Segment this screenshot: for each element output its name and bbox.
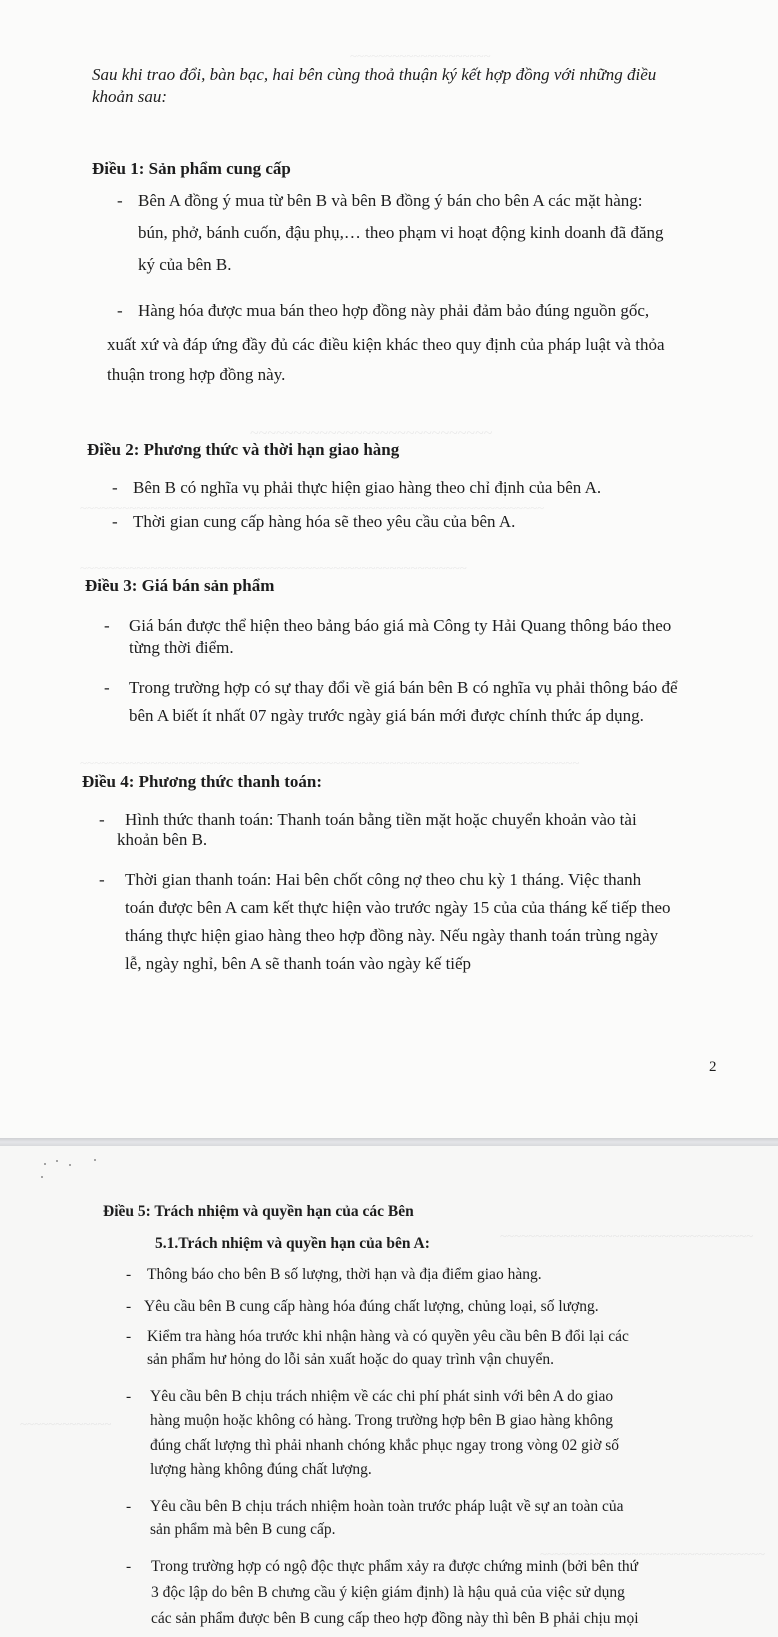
article-4-item-2: tháng thực hiện giao hàng theo hợp đồng này. Nếu ngày thanh toán trùng ngày (125, 926, 659, 945)
bullet-dash: - (117, 191, 123, 210)
article-4-item-2: lễ, ngày nghỉ, bên A sẽ thanh toán vào ngày kế tiếp (125, 954, 472, 973)
section-5-1-item-6: Trong trường hợp có ngộ độc thực phẩm xảy ra được chứng minh (bởi bên thứ (151, 1558, 639, 1575)
article-2-item-1: Bên B có nghĩa vụ phải thực hiện giao hàng theo chỉ định của bên A. (133, 478, 602, 497)
article-3-item-1: từng thời điểm. (129, 638, 234, 657)
section-5-1-item-1: Thông báo cho bên B số lượng, thời hạn và địa điểm giao hàng. (147, 1266, 542, 1283)
article-1-item-1: bún, phở, bánh cuốn, đậu phụ,… theo phạm vi hoạt động kinh doanh đã đăng (138, 223, 664, 242)
section-5-1-item-4: hàng muộn hoặc không có hàng. Trong trường hợp bên B giao hàng không (150, 1412, 614, 1429)
section-5-1-item-6: các sản phẩm được bên B cung cấp theo hợp đồng này thì bên B phải chịu mọi (151, 1610, 639, 1627)
article-1-item-2: xuất xứ và đáp ứng đầy đủ các điều kiện khác theo quy định của pháp luật và thỏa (107, 335, 665, 354)
bleed-through-text: ~~~~~~~~~~~~~~~~~~~~ (350, 48, 491, 63)
scan-speck (94, 1159, 96, 1161)
article-3-item-2: bên A biết ít nhất 07 ngày trước ngày giá bán mới được chính thức áp dụng. (129, 706, 644, 725)
page-separator (0, 1138, 778, 1146)
article-3-title: Điều 3: Giá bán sản phẩm (85, 576, 275, 595)
bullet-dash: - (126, 1388, 132, 1405)
section-5-1-title: 5.1.Trách nhiệm và quyền hạn của bên A: (155, 1235, 430, 1252)
bullet-dash: - (99, 810, 105, 829)
article-1-title: Điều 1: Sản phẩm cung cấp (92, 159, 291, 178)
section-5-1-item-5: Yêu cầu bên B chịu trách nhiệm hoàn toàn trước pháp luật về sự an toàn của (150, 1498, 624, 1515)
article-4-item-1: Hình thức thanh toán: Thanh toán bằng tiền mặt hoặc chuyển khoản vào tài (125, 810, 637, 829)
article-1-item-2: Hàng hóa được mua bán theo hợp đồng này phải đảm bảo đúng nguồn gốc, (138, 301, 650, 320)
bullet-dash: - (126, 1298, 132, 1315)
bleed-through-text: ~~~~~~~~~~~~~ (20, 1416, 112, 1431)
bullet-dash: - (126, 1558, 132, 1575)
article-4-item-2: toán được bên A cam kết thực hiện vào trước ngày 15 của của tháng kế tiếp theo (125, 898, 671, 917)
intro-line: khoản sau: (92, 87, 168, 106)
bullet-dash: - (126, 1498, 132, 1515)
bullet-dash: - (112, 478, 118, 497)
article-2-item-2: Thời gian cung cấp hàng hóa sẽ theo yêu cầu của bên A. (133, 512, 516, 531)
article-1-item-2: thuận trong hợp đồng này. (107, 365, 286, 384)
bullet-dash: - (112, 512, 118, 531)
bullet-dash: - (117, 301, 123, 320)
section-5-1-item-4: Yêu cầu bên B chịu trách nhiệm về các chi phí phát sinh với bên A do giao (150, 1388, 614, 1405)
article-3-item-1: Giá bán được thể hiện theo bảng báo giá mà Công ty Hải Quang thông báo theo (129, 616, 672, 635)
bleed-through-text: ~~~~~~~~~~~~~~~~~~~~~~~~~~~~~~~~~~~~~~~~~~~~~~~~~~~~~~~~~~~~~~~~~~ (80, 500, 545, 515)
article-4-title: Điều 4: Phương thức thanh toán: (82, 772, 322, 791)
article-3-item-2: Trong trường hợp có sự thay đổi về giá bán bên B có nghĩa vụ phải thông báo để (129, 678, 678, 697)
section-5-1-item-3: Kiểm tra hàng hóa trước khi nhận hàng và có quyền yêu cầu bên B đổi lại các (147, 1328, 629, 1345)
bullet-dash: - (99, 870, 105, 889)
bullet-dash: - (126, 1328, 132, 1345)
bullet-dash: - (104, 616, 110, 635)
bleed-through-text: ~~~~~~~~~~~~~~~~~~~~~~~~~~~~ (250, 425, 493, 442)
bleed-through-text: ~~~~~~~~~~~~~~~~~~~~~~~~~~~~~~~~~~~~~~~~~~~~~~~~~~~~~~~ (80, 560, 467, 575)
bleed-through-text: ~~~~~~~~~~~~~~~~~~~~~~~~~~~~~~~~~~~~ (500, 1228, 754, 1243)
article-4-item-2: Thời gian thanh toán: Hai bên chốt công nợ theo chu kỳ 1 tháng. Việc thanh (125, 870, 642, 889)
page-number: 2 (709, 1059, 717, 1075)
section-5-1-item-2: Yêu cầu bên B cung cấp hàng hóa đúng chất lượng, chủng loại, số lượng. (144, 1298, 599, 1315)
contract-page-3 (0, 1146, 778, 1637)
article-1-item-1: ký của bên B. (138, 255, 232, 274)
section-5-1-item-6: 3 độc lập do bên B chưng cầu ý kiện giám định) là hậu quả của việc sử dụng (151, 1584, 625, 1601)
scan-speck (44, 1163, 46, 1165)
scan-speck (56, 1160, 58, 1162)
section-5-1-item-4: lượng hàng không đúng chất lượng. (150, 1461, 372, 1478)
section-5-1-item-5: sản phẩm mà bên B cung cấp. (150, 1521, 336, 1538)
scan-speck (69, 1164, 71, 1166)
article-1-item-1: Bên A đồng ý mua từ bên B và bên B đồng ý bán cho bên A các mặt hàng: (138, 191, 643, 210)
bleed-through-text: ~~~~~~~~~~~~~~~~~~~~~~~~~~~~~~~~~~~~~~~~~~~~~~~~~~~~~~~~~~~~~~~~~~~~~~~ (80, 755, 580, 770)
bleed-through-text: ~~~~~~~~~~~~~~~~~~~~~~~~~~~~~~~~ (540, 1546, 766, 1561)
bullet-dash: - (126, 1266, 132, 1283)
bullet-dash: - (104, 678, 110, 697)
article-4-item-1: khoản bên B. (117, 830, 208, 849)
article-2-title: Điều 2: Phương thức và thời hạn giao hàng (87, 440, 400, 459)
article-5-title: Điều 5: Trách nhiệm và quyền hạn của các Bên (103, 1203, 414, 1220)
scan-speck (41, 1176, 43, 1178)
section-5-1-item-3: sản phẩm hư hỏng do lỗi sản xuất hoặc do quay trình vận chuyển. (147, 1351, 555, 1368)
intro-line: Sau khi trao đổi, bàn bạc, hai bên cùng thoả thuận ký kết hợp đồng với những điều (92, 65, 657, 84)
section-5-1-item-4: đúng chất lượng thì phải nhanh chóng khắc phục ngay trong vòng 02 giờ số (150, 1437, 620, 1454)
